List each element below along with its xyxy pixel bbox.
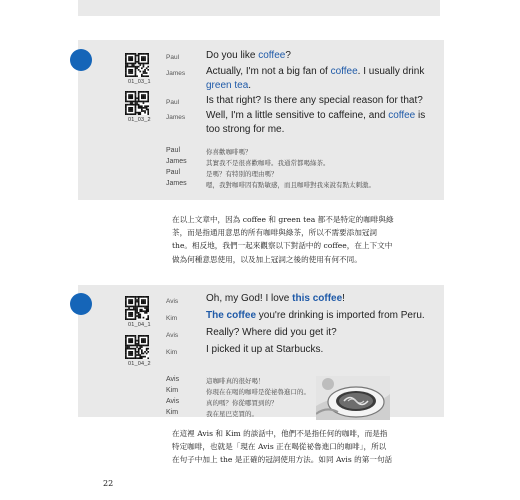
translation-line: 嗯，我對咖啡因有點敏感，而且咖啡對我來說有點太刺激。 <box>206 181 375 189</box>
translation-line: 我在星巴克買的。 <box>206 410 258 418</box>
dialogue-line <box>206 65 436 93</box>
paragraph-line: the。相反地，我們一起來觀察以下對話中的 coffee，在上下文中 <box>172 241 393 251</box>
dialogue-text: Well, I'm a little sensitive to caffeine, and <box>206 110 389 121</box>
dialogue-text: Do you like <box>206 50 259 61</box>
qr-label: 01_04_1 <box>128 322 151 328</box>
explanation-paragraph-1 <box>172 213 427 266</box>
translation-speaker: James <box>166 180 187 187</box>
qr-label: 01_03_1 <box>128 79 151 85</box>
dialogue-line <box>206 94 436 108</box>
dialogue-text: . <box>248 80 252 91</box>
paragraph-line: 做為何種意思使用，以及加上冠詞之後的使用有何不同。 <box>172 254 362 264</box>
translation-speaker: James <box>166 158 187 165</box>
paragraph-line: 茶，而是指通用意思的所有咖啡與綠茶，所以不需要添加冠詞 <box>172 228 378 238</box>
speaker-label: Avis <box>166 298 179 305</box>
translation-line: 是嗎？有特別的理由嗎？ <box>206 170 278 178</box>
translation-line: 你現在在喝的咖啡是從祕魯進口的。 <box>206 388 310 396</box>
translation-speaker: Avis <box>166 376 180 383</box>
keyword-highlight: coffee <box>388 110 416 121</box>
translation-line: 其實我不是很喜歡咖啡。我通常都喝綠茶。 <box>206 159 330 167</box>
dialogue-line <box>206 292 436 306</box>
dialogue-line <box>206 49 436 63</box>
section-marker-icon <box>70 293 92 315</box>
dialogue-text: Really? Where did you get it? <box>206 327 337 338</box>
speaker-label: Paul <box>166 99 180 106</box>
keyword-highlight: green tea <box>206 80 249 91</box>
translation-speaker: Avis <box>166 398 180 405</box>
page-number: 22 <box>103 479 114 488</box>
dialogue-text: is too strong for me. <box>206 110 426 135</box>
explanation-paragraph-2 <box>172 427 427 467</box>
translation-speaker: Paul <box>166 147 181 154</box>
dialogue-text: ? <box>285 50 291 61</box>
paragraph-line: 特定咖啡，也就是「現在 Avis 正在喝從祕魯進口的咖啡」，所以 <box>172 442 387 452</box>
translation-speaker: Kim <box>166 387 179 394</box>
dialogue-text: you're drinking is imported from Peru. <box>256 310 425 321</box>
speaker-label: Kim <box>166 315 178 322</box>
keyword-highlight: this coffee <box>292 293 343 304</box>
dialogue-text: Oh, my God! I love <box>206 293 293 304</box>
paragraph-line: 在以上文章中，因為 coffee 和 green tea 都不是特定的咖啡與綠 <box>172 215 394 224</box>
dialogue-line <box>206 309 436 323</box>
dialogue-line <box>206 109 436 137</box>
paragraph-line: 在這裡 Avis 和 Kim 的談話中，他們不是指任何的咖啡，而是指 <box>172 429 388 438</box>
dialogue-line <box>206 343 436 357</box>
translation-speaker: Paul <box>166 169 181 176</box>
speaker-label: James <box>166 70 186 77</box>
speaker-label: Kim <box>166 349 178 356</box>
coffee-cup-photo <box>316 376 390 420</box>
qr-code-icon[interactable] <box>125 91 149 115</box>
header-bar <box>78 0 440 16</box>
translation-line: 這咖啡真的很好喝！ <box>206 377 265 385</box>
qr-label: 01_04_2 <box>128 361 151 367</box>
dialogue-line <box>206 326 436 340</box>
dialogue-text: Is that right? Is there any special reason for that? <box>206 95 423 106</box>
dialogue-text: ! <box>342 293 345 304</box>
dialogue-text: Actually, I'm not a big fan of <box>206 66 331 77</box>
speaker-label: Avis <box>166 332 179 339</box>
qr-code-icon[interactable] <box>125 335 149 359</box>
translation-speaker: Kim <box>166 409 179 416</box>
translation-line: 你喜歡咖啡嗎？ <box>206 148 252 156</box>
keyword-highlight: coffee <box>330 66 358 77</box>
qr-label: 01_03_2 <box>128 117 151 123</box>
speaker-label: James <box>166 114 186 121</box>
qr-code-icon[interactable] <box>125 296 149 320</box>
translation-line: 真的嗎？你從哪買到的？ <box>206 399 278 407</box>
dialogue-text: . I usually drink <box>357 66 425 77</box>
keyword-highlight: The coffee <box>206 310 257 321</box>
section-marker-icon <box>70 49 92 71</box>
qr-code-icon[interactable] <box>125 53 149 77</box>
paragraph-line: 在句子中加上 the 是正確的冠詞使用方法。如同 Avis 的第一句話 <box>172 455 393 465</box>
dialogue-text: I picked it up at Starbucks. <box>206 344 324 355</box>
keyword-highlight: coffee <box>258 50 286 61</box>
speaker-label: Paul <box>166 54 180 61</box>
